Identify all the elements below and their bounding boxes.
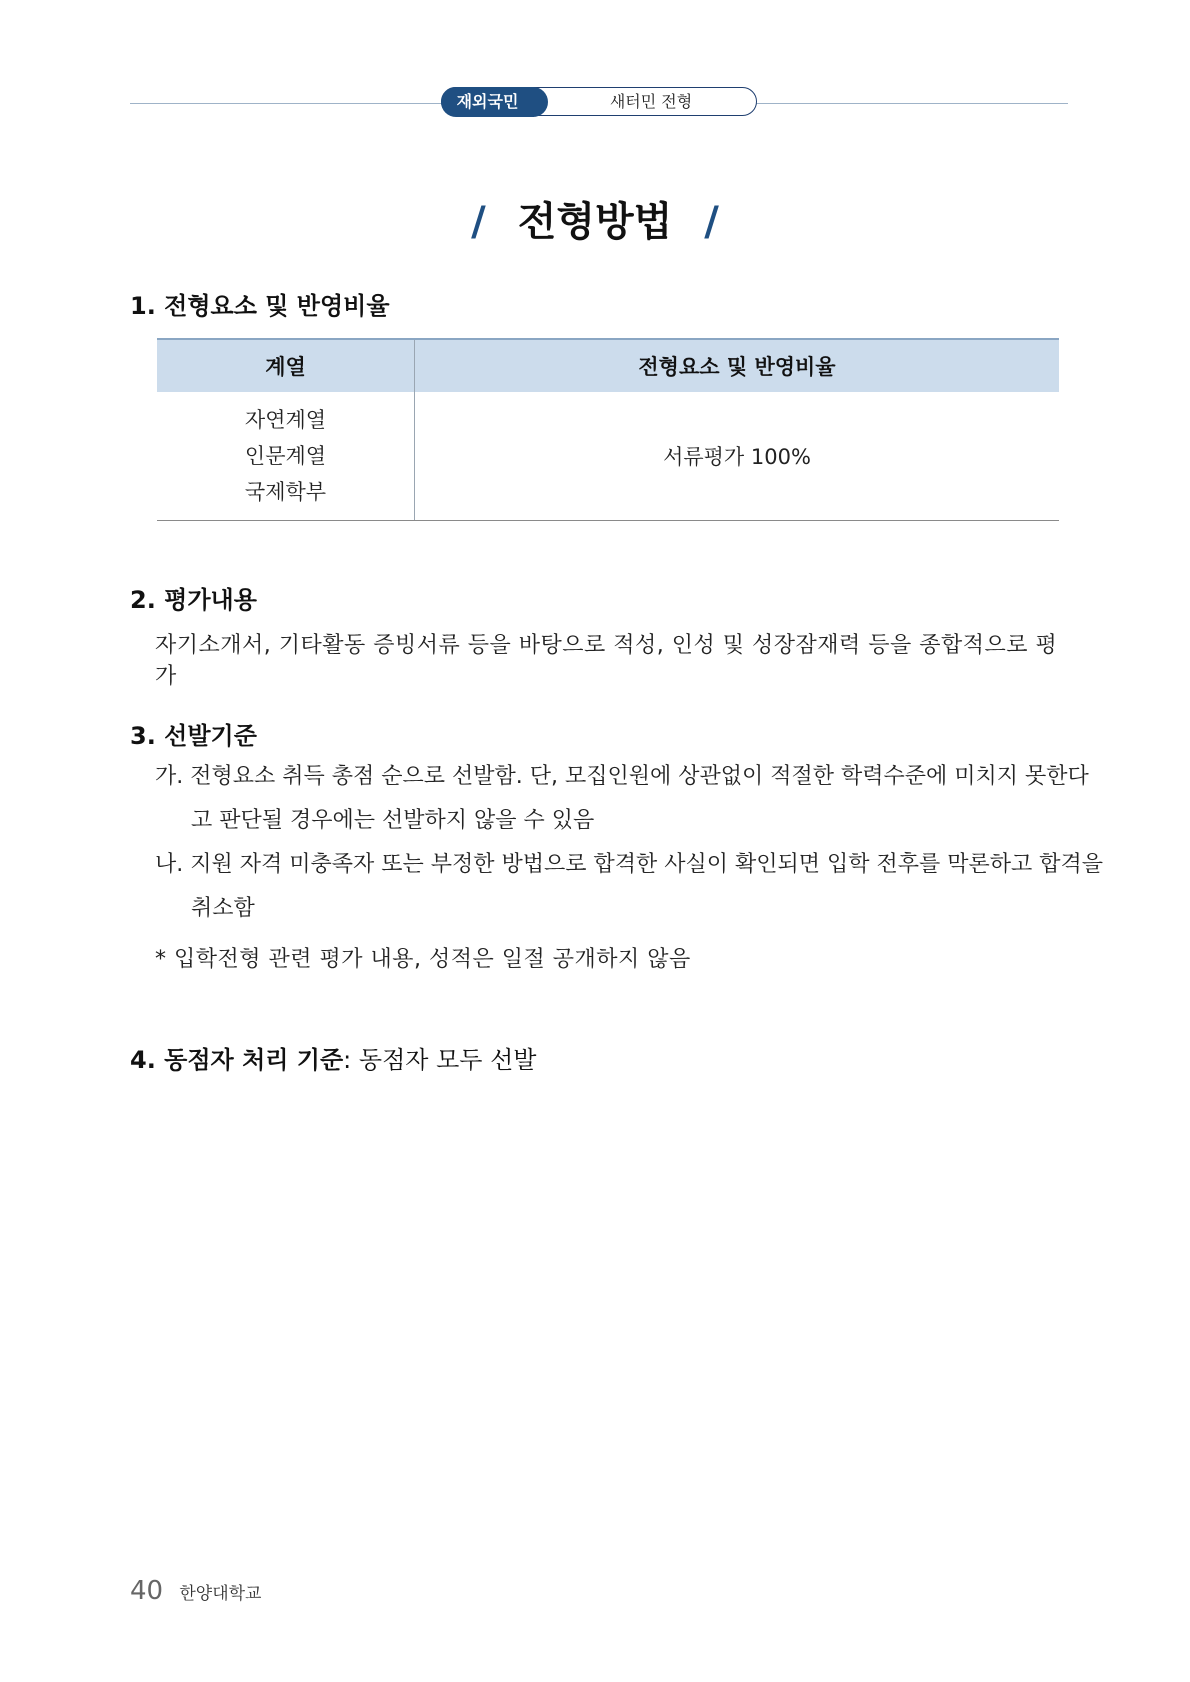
table-header-ratio: 전형요소 및 반영비율 (415, 339, 1060, 392)
section2-heading: 2. 평가내용 (130, 586, 257, 614)
section4-heading-label: 4. 동점자 처리 기준 (130, 1046, 344, 1074)
page-title (0, 190, 1190, 247)
ratio-table (157, 338, 1059, 521)
page-footer (130, 1576, 261, 1606)
table-row (157, 392, 1059, 521)
criteria-item-ga: 가. 전형요소 취득 총점 순으로 선발함. 단, 모집인원에 상관없이 적절한 학력수준에 미치지 못한다고 판단될 경우에는 선발하지 않을 수 있음 (155, 764, 1089, 833)
header-tab-group (441, 87, 757, 117)
tab-overseas-korean[interactable]: 재외국민 (441, 87, 534, 117)
title-slash-right: / (704, 199, 719, 245)
category-international: 국제학부 (244, 480, 327, 504)
section2-text: 자기소개서, 기타활동 증빙서류 등을 바탕으로 적성, 인성 및 성장잠재력 등을 종합적으로 평가 (155, 633, 1058, 689)
footer-university-name: 한양대학교 (179, 1584, 262, 1604)
category-natural-science: 자연계열 (244, 408, 327, 432)
criteria-item-na: 나. 지원 자격 미충족자 또는 부정한 방법으로 합격한 사실이 확인되면 입학 전후를 막론하고 합격을 취소함 (155, 852, 1103, 921)
criteria-note: * 입학전형 관련 평가 내용, 성적은 일절 공개하지 않음 (155, 947, 691, 972)
tab-north-korean-defector[interactable]: 새터민 전형 (609, 92, 693, 111)
category-humanities: 인문계열 (244, 444, 327, 468)
table-cell-categories (157, 392, 415, 521)
section4-heading (130, 1040, 536, 1075)
table-header-row (157, 339, 1059, 392)
section1-heading: 1. 전형요소 및 반영비율 (130, 292, 390, 320)
title-text: 전형방법 (517, 199, 673, 245)
section3-heading: 3. 선발기준 (130, 722, 257, 750)
page-number: 40 (130, 1576, 164, 1606)
section4-text: : 동점자 모두 선발 (343, 1046, 537, 1074)
table-header-category: 계열 (157, 339, 415, 392)
title-slash-left: / (471, 199, 486, 245)
table-cell-ratio: 서류평가 100% (415, 392, 1060, 521)
